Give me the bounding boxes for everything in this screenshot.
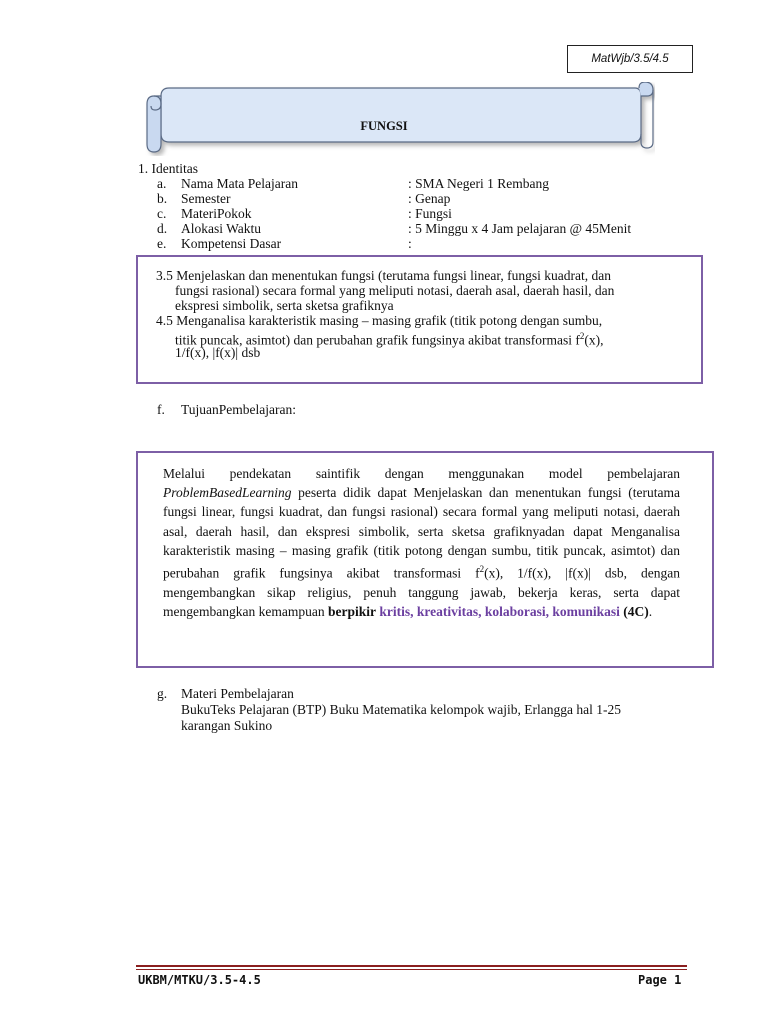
page-number: Page 1 (638, 973, 682, 987)
identitas-heading: 1. Identitas (138, 161, 198, 176)
kd-4-5-line: 4.5 Menganalisa karakteristik masing – masing grafik (titik potong dengan sumbu, (156, 313, 603, 328)
row-letter: a. (157, 176, 167, 191)
row-label: Nama Mata Pelajaran (181, 176, 298, 191)
kd-4-5-line: titik puncak, asimtot) dan perubahan grafik fungsinya akibat transformasi $f^2(x)$, (175, 331, 604, 348)
kd-3-5-line: fungsi rasional) secara formal yang meliputi notasi, daerah asal, daerah hasil, dan (175, 283, 615, 298)
row-letter: d. (157, 221, 168, 236)
materi-line: karangan Sukino (181, 718, 273, 733)
row-value: : (408, 236, 412, 251)
row-letter: b. (157, 191, 168, 206)
materi-heading: Materi Pembelajaran (181, 686, 294, 701)
footer-rule (136, 965, 687, 967)
document-code: MatWjb/3.5/4.5 (567, 45, 693, 73)
tujuan-letter: f. (157, 402, 165, 417)
row-label: Semester (181, 191, 231, 206)
tujuan-paragraph: Melalui pendekatan saintifik dengan menggunakan model pembelajaran ProblemBasedLearning peserta didik dapat Menjelaskan dan menentukan fungsi (terutama fungsi linear, fungsi kuadrat, dan fungsi rasional) secara formal yang meliputi notasi, daerah asal, daerah hasil, dan ekspresi simbolik, serta sketsa grafiknyadan dapat Menganalisa karakteristik masing – masing grafik (titik potong dengan sumbu, titik puncak, asimtot) dan perubahan grafik fungsinya akibat transformasi $f^2(x)$, 1/f(x), |f(x)| dsb, dengan mengembangkan sikap religius, penuh tanggung jawab, bekerja keras, serta dapat mengembangkan kemampuan berpikir kritis, kreativitas, kolaborasi, komunikasi (4C). (163, 466, 680, 619)
row-value: : 5 Minggu x 4 Jam pelajaran @ 45Menit (408, 221, 632, 236)
footer-code: UKBM/MTKU/3.5-4.5 (138, 973, 261, 987)
row-label: MateriPokok (181, 206, 252, 221)
materi-letter: g. (157, 686, 168, 701)
document-title: FUNGSI (360, 119, 408, 133)
row-label: Kompetensi Dasar (181, 236, 282, 251)
kd-3-5-line: ekspresi simbolik, serta sketsa grafiknya (175, 298, 394, 313)
row-value: : Fungsi (408, 206, 452, 221)
kd-4-5-line: 1/f(x), |f(x)| dsb (175, 345, 261, 360)
row-value: : Genap (408, 191, 451, 206)
row-value: : SMA Negeri 1 Rembang (408, 176, 549, 191)
kd-3-5-line: 3.5 Menjelaskan dan menentukan fungsi (terutama fungsi linear, fungsi kuadrat, dan (156, 268, 611, 283)
row-letter: e. (157, 236, 167, 251)
kompetensi-dasar-box (136, 255, 703, 384)
tujuan-heading: TujuanPembelajaran: (181, 402, 296, 417)
footer-rule (136, 969, 687, 970)
row-label: Alokasi Waktu (181, 221, 262, 236)
materi-line: BukuTeks Pelajaran (BTP) Buku Matematika kelompok wajib, Erlangga hal 1-25 (181, 702, 621, 717)
tujuan-box (136, 451, 714, 668)
row-letter: c. (157, 206, 167, 221)
